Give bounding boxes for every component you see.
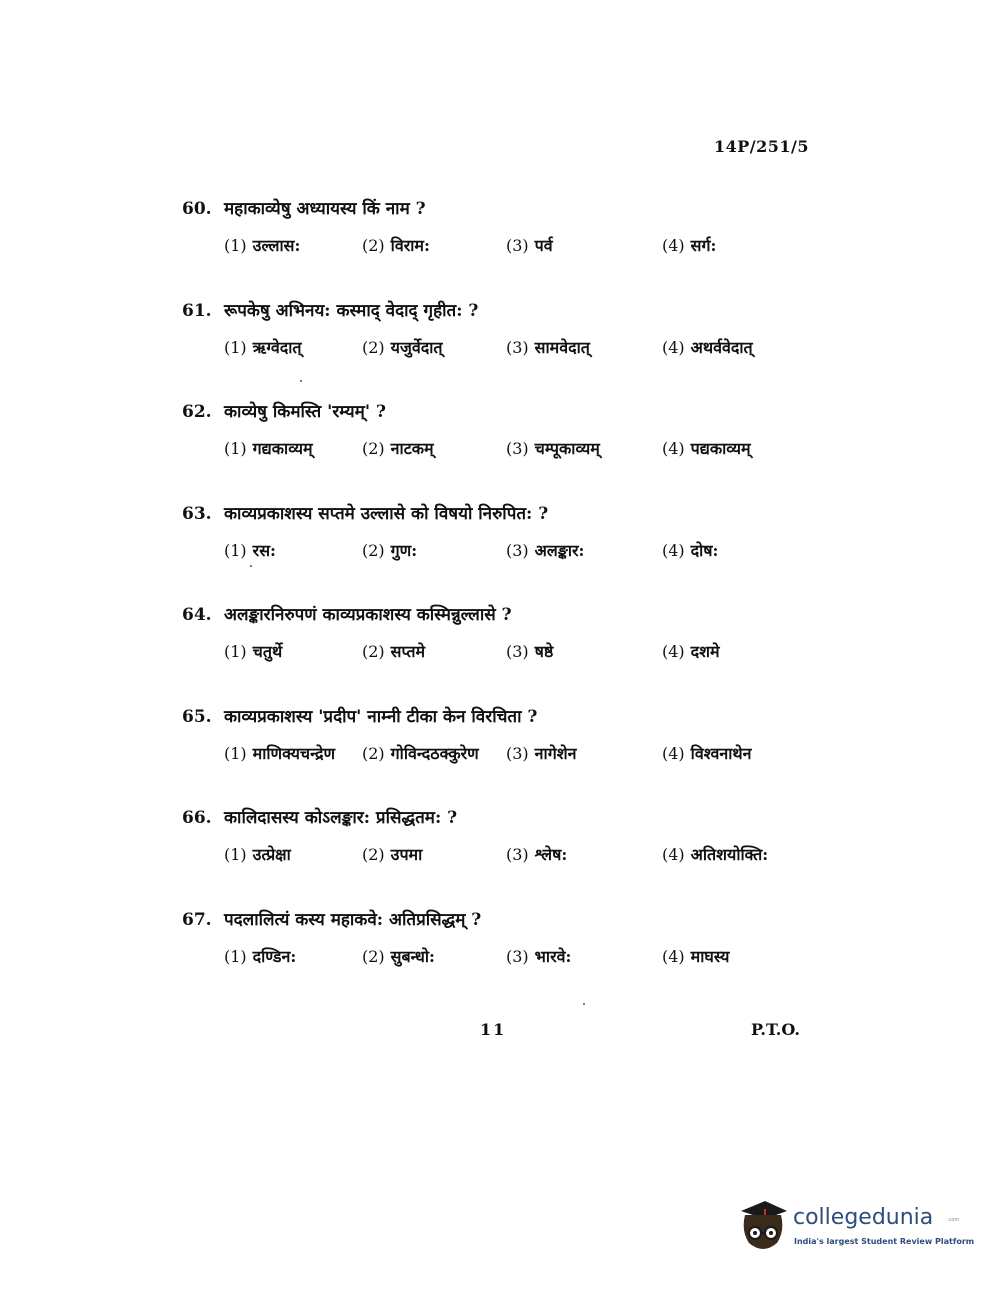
option-3: (3) पर्व — [506, 236, 553, 255]
option-4: (4) सर्ग: — [662, 236, 717, 255]
question-text: अलङ्कारनिरुपणं काव्यप्रकाशस्य कस्मिन्नुल्लासे ? — [224, 605, 512, 625]
option-list — [224, 336, 824, 362]
scan-speck — [250, 565, 252, 567]
option-3: (3) सामवेदात् — [506, 337, 590, 357]
option-2: (2) गुण: — [362, 540, 418, 560]
option-2: (2) विराम: — [362, 236, 430, 255]
option-4: (4) पद्यकाव्यम् — [662, 439, 751, 458]
option-list — [224, 640, 824, 666]
question-65 — [182, 704, 822, 806]
option-2: (2) सुबन्धो: — [362, 946, 435, 966]
question-number: 61. — [182, 300, 212, 321]
question-text: कालिदासस्य कोऽलङ्कार: प्रसिद्धतम: ? — [224, 808, 458, 828]
mascot-icon — [735, 1195, 790, 1257]
option-list — [224, 742, 824, 768]
option-1: (1) दण्डिन: — [224, 946, 297, 966]
brand-tagline: India's largest Student Review Platform — [794, 1237, 975, 1246]
question-list — [182, 196, 822, 1008]
scan-speck — [300, 380, 302, 382]
question-62 — [182, 399, 822, 501]
option-list — [224, 539, 824, 565]
pto-label: P.T.O. — [751, 1020, 800, 1039]
question-number: 63. — [182, 503, 212, 524]
question-67 — [182, 907, 822, 1009]
question-text: काव्यप्रकाशस्य 'प्रदीप' नाम्नी टीका केन विरचिता ? — [224, 706, 538, 727]
option-list — [224, 234, 824, 260]
option-list — [224, 945, 824, 971]
option-3: (3) अलङ्कार: — [506, 540, 585, 560]
option-1: (1) चतुर्थे — [224, 642, 283, 661]
question-66 — [182, 805, 822, 907]
question-number: 67. — [182, 909, 212, 930]
option-3: (3) नागेशेन — [506, 743, 577, 763]
option-1: (1) उत्प्रेक्षा — [224, 845, 291, 864]
brand-domain: .com — [947, 1217, 960, 1223]
option-3: (3) भारवे: — [506, 946, 572, 966]
page-number: 11 — [480, 1020, 507, 1039]
option-1: (1) उल्लास: — [224, 236, 301, 255]
question-number: 64. — [182, 605, 212, 625]
question-number: 66. — [182, 808, 212, 828]
scan-speck — [583, 1003, 585, 1005]
option-4: (4) अथर्ववेदात् — [662, 337, 753, 357]
question-text: महाकाव्येषु अध्यायस्य किं नाम ? — [224, 199, 426, 219]
option-1: (1) माणिक्यचन्द्रेण — [224, 743, 336, 763]
option-4: (4) अतिशयोक्ति: — [662, 845, 769, 864]
question-text: काव्येषु किमस्ति 'रम्यम्' ? — [224, 402, 386, 422]
option-2: (2) नाटकम् — [362, 439, 434, 458]
option-2: (2) सप्तमे — [362, 642, 426, 661]
option-4: (4) दोष: — [662, 540, 719, 560]
option-2: (2) यजुर्वेदात् — [362, 337, 443, 357]
question-63 — [182, 501, 822, 603]
question-text: रूपकेषु अभिनय: कस्माद् वेदाद् गृहीत: ? — [224, 300, 479, 321]
question-60 — [182, 196, 822, 298]
option-4: (4) माघस्य — [662, 946, 730, 966]
question-text: काव्यप्रकाशस्य सप्तमे उल्लासे को विषयो निरुपित: ? — [224, 503, 549, 524]
question-61 — [182, 298, 822, 400]
option-3: (3) चम्पूकाव्यम् — [506, 439, 600, 458]
option-1: (1) गद्यकाव्यम् — [224, 439, 313, 458]
option-1: (1) रस: — [224, 540, 276, 560]
option-1: (1) ऋग्वेदात् — [224, 337, 302, 357]
option-2: (2) उपमा — [362, 845, 423, 864]
option-3: (3) षष्ठे — [506, 642, 554, 661]
option-4: (4) विश्वनाथेन — [662, 743, 752, 763]
option-2: (2) गोविन्दठक्कुरेण — [362, 743, 479, 763]
paper-code: 14P/251/5 — [713, 137, 809, 156]
collegedunia-logo — [735, 1195, 975, 1260]
question-number: 60. — [182, 199, 212, 219]
brand-name: collegedunia — [793, 1205, 934, 1230]
question-64 — [182, 602, 822, 704]
option-4: (4) दशमे — [662, 642, 720, 661]
question-text: पदलालित्यं कस्य महाकवे: अतिप्रसिद्धम् ? — [224, 909, 482, 930]
question-number: 62. — [182, 402, 212, 422]
option-list — [224, 843, 824, 869]
option-list — [224, 437, 824, 463]
option-3: (3) श्लेष: — [506, 845, 568, 864]
question-number: 65. — [182, 706, 212, 727]
